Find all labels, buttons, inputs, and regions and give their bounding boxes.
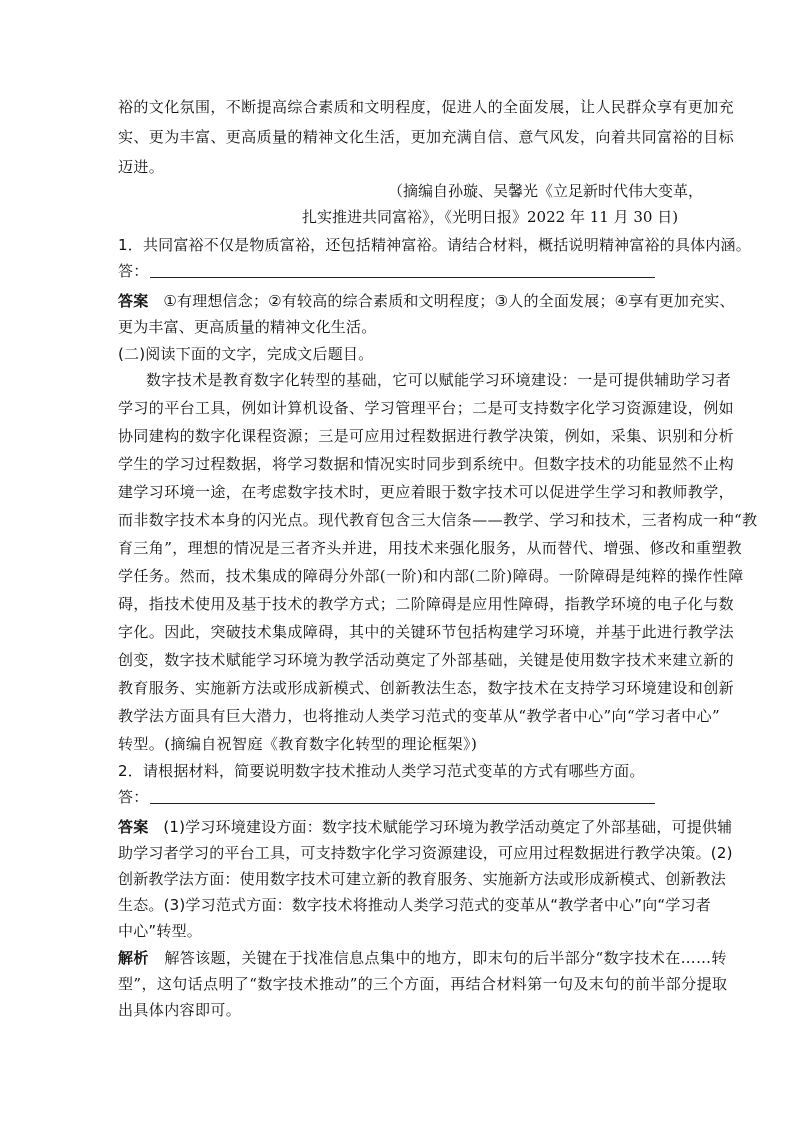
passage2-line: 教学法方面具有巨大潜力，也将推动人类学习范式的变革从“教学者中心”向“学习者中心” — [118, 707, 721, 725]
passage1-line: 迈进。 — [118, 158, 165, 176]
answer-blank-line — [150, 263, 655, 278]
answer-prefix: 答： — [118, 262, 149, 280]
answer-blank-line — [150, 789, 655, 804]
passage2-line: 育三角”，理想的情况是三者齐头并进，用技术来强化服务，从而替代、增强、修改和重塑教 — [118, 539, 743, 557]
answer-label: 答案 — [118, 818, 149, 836]
analysis-text: 型”，这句话点明了“数字技术推动”的三个方面，再结合材料第一句及末句的前半部分提取 — [118, 975, 728, 993]
answer-2-text: 生态。(3)学习范式方面：数字技术将推动人类学习范式的变革从“教学者中心”向“学习者 — [118, 896, 711, 914]
question-1: 1．共同富裕不仅是物质富裕，还包括精神富裕。请结合材料，概括说明精神富裕的具体内涵。 — [118, 236, 751, 254]
analysis-text: 解析 解答该题，关键在于找准信息点集中的地方，即末句的后半部分“数字技术在……转 — [118, 949, 727, 967]
question-2: 2．请根据材料，简要说明数字技术推动人类学习范式变革的方式有哪些方面。 — [118, 762, 645, 780]
source-citation: （摘编自孙璇、吴馨光《立足新时代伟大变革， — [388, 182, 704, 200]
passage2-line: 学任务。然而，技术集成的障碍分外部(一阶)和内部(二阶)障碍。一阶障碍是纯粹的操作性障 — [118, 567, 744, 585]
passage2-line: 学习的平台工具，例如计算机设备、学习管理平台；二是可支持数字化学习资源建设，例如 — [118, 399, 735, 417]
answer-1-text: 答案 ①有理想信念；②有较高的综合素质和文明程度；③人的全面发展；④享有更加充实、 — [118, 292, 735, 310]
passage2-line: 转型。(摘编自祝智庭《教育数字化转型的理论框架》) — [118, 735, 478, 753]
source-citation: 扎实推进共同富裕》，《光明日报》2022 年 11 月 30 日) — [302, 208, 679, 226]
answer-1-field[interactable] — [118, 260, 683, 281]
answer-2-text: 答案 (1)学习环境建设方面：数字技术赋能学习环境为教学活动奠定了外部基础，可提供辅 — [118, 818, 733, 836]
analysis-text: 出具体内容即可。 — [118, 1001, 242, 1019]
answer-2-text: 创新教学法方面：使用数字技术可建立新的教育服务、实施新方法或形成新模式、创新教法 — [118, 870, 727, 888]
passage2-line: 而非数字技术本身的闪光点。现代教育包含三大信条——教学、学习和技术，三者构成一种“教 — [118, 511, 758, 529]
passage2-line: 数字技术是教育数字化转型的基础，它可以赋能学习环境建设：一是可提供辅助学习者 — [146, 371, 732, 389]
answer-2-text: 助学习者学习的平台工具，可支持数字化学习资源建设，可应用过程数据进行教学决策。(2) — [118, 844, 733, 862]
passage2-line: 碍，指技术使用及基于技术的教学方式；二阶障碍是应用性障碍，指教学环境的电子化与数 — [118, 595, 735, 613]
passage2-line: 协同建构的数字化课程资源；三是可应用过程数据进行教学决策，例如，采集、识别和分析 — [118, 427, 735, 445]
answer-label: 答案 — [118, 292, 149, 310]
answer-prefix: 答： — [118, 788, 149, 806]
passage2-line: 建学习环境一途，在考虑数字技术时，更应着眼于数字技术可以促进学生学习和教师教学， — [118, 483, 735, 501]
section-heading: (二)阅读下面的文字，完成文后题目。 — [118, 345, 374, 363]
passage1-line: 裕的文化氛围，不断提高综合素质和文明程度，促进人的全面发展，让人民群众享有更加充 — [118, 98, 735, 116]
answer-1-text: 更为丰富、更高质量的精神文化生活。 — [118, 318, 377, 336]
passage1-line: 实、更为丰富、更高质量的精神文化生活，更加充满自信、意气风发，向着共同富裕的目标 — [118, 128, 735, 146]
analysis-label: 解析 — [118, 949, 149, 967]
passage2-line: 教育服务、实施新方法或形成新模式、创新教法生态，数字技术在支持学习环境建设和创新 — [118, 679, 735, 697]
passage2-line: 学生的学习过程数据，将学习数据和情况实时同步到系统中。但数字技术的功能显然不止构 — [118, 455, 735, 473]
answer-2-field[interactable] — [118, 786, 683, 807]
passage2-line: 创变，数字技术赋能学习环境为教学活动奠定了外部基础，关键是使用数字技术来建立新的 — [118, 651, 735, 669]
passage2-line: 字化。因此，突破技术集成障碍，其中的关键环节包括构建学习环境，并基于此进行教学法 — [118, 623, 735, 641]
answer-2-text: 中心”转型。 — [118, 922, 202, 940]
